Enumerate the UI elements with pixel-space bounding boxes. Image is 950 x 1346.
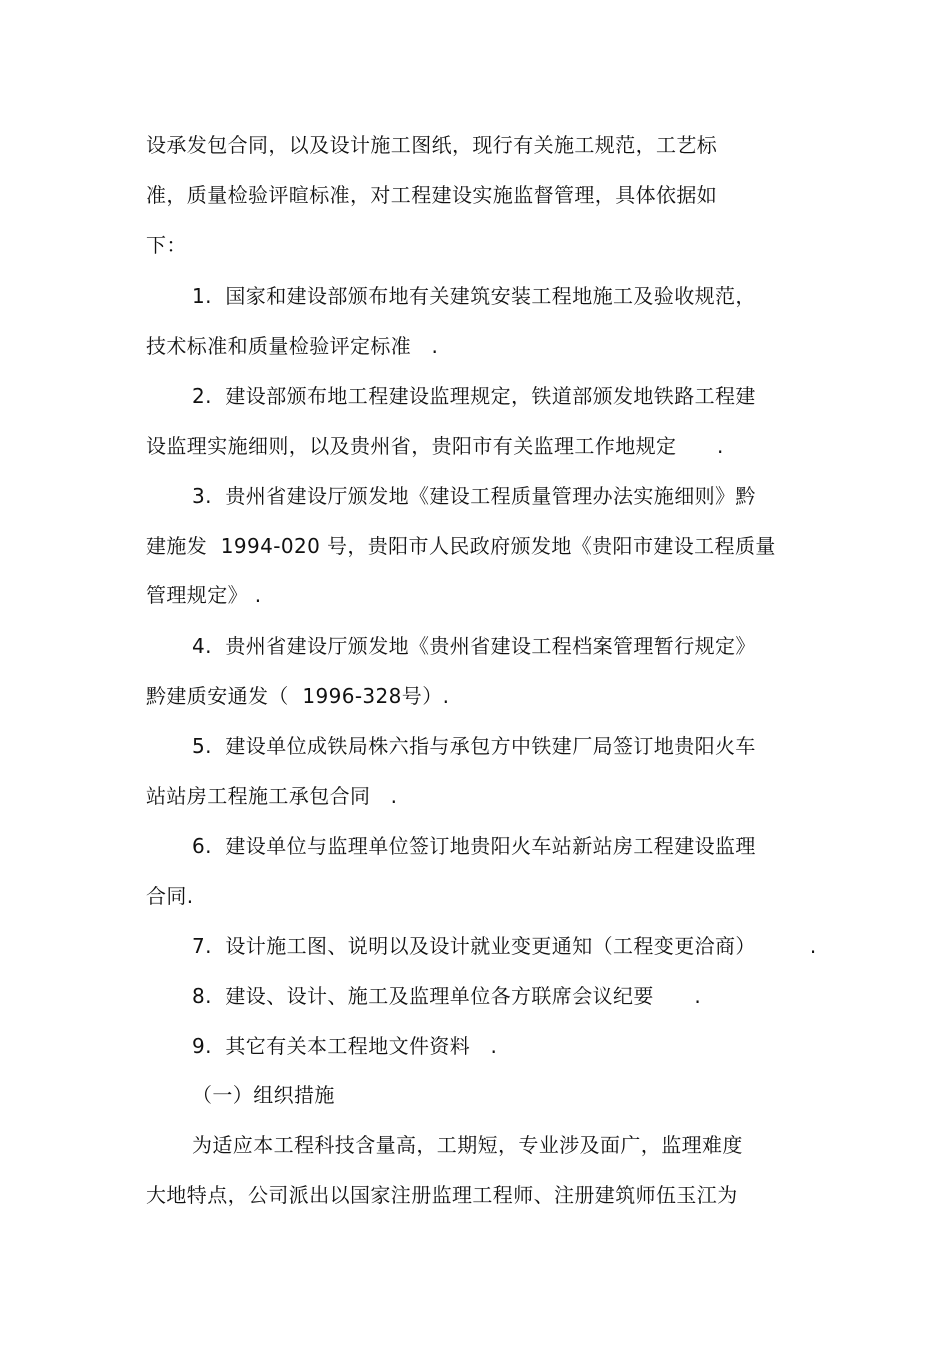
section-heading: （一）组织措施 [192, 1083, 335, 1107]
list-item-3: 3. 贵州省建设厅颁发地《建设工程质量管理办法实施细则》黔 [192, 484, 756, 508]
list-item-8: 8. 建设、设计、施工及监理单位各方联席会议纪要 . [192, 984, 702, 1008]
text-line: 为适应本工程科技含量高，工期短，专业涉及面广，监理难度 [192, 1133, 743, 1157]
text-line: 技术标准和质量检验评定标准 . [146, 334, 439, 358]
text-line: 合同. [146, 884, 194, 908]
list-item-9: 9. 其它有关本工程地文件资料 . [192, 1034, 498, 1058]
text-line: 准，质量检验评暄标准，对工程建设实施监督管理，具体依据如 [146, 183, 718, 207]
text-line: 设监理实施细则，以及贵州省，贵阳市有关监理工作地规定 . [146, 434, 724, 458]
list-item-4: 4. 贵州省建设厅颁发地《贵州省建设工程档案管理暂行规定》 [192, 634, 756, 658]
list-item-2: 2. 建设部颁布地工程建设监理规定，铁道部颁发地铁路工程建 [192, 384, 756, 408]
list-item-7: 7. 设计施工图、说明以及设计就业变更通知（工程变更洽商） . [192, 934, 817, 958]
text-line: 下： [146, 233, 187, 257]
text-line: 站站房工程施工承包合同 . [146, 784, 398, 808]
text-line: 建施发 1994-020 号，贵阳市人民政府颁发地《贵阳市建设工程质量 [146, 534, 776, 558]
list-item-5: 5. 建设单位成铁局株六指与承包方中铁建厂局签订地贵阳火车 [192, 734, 756, 758]
text-line: 大地特点，公司派出以国家注册监理工程师、注册建筑师伍玉江为 [146, 1183, 738, 1207]
text-line: 设承发包合同，以及设计施工图纸，现行有关施工规范，工艺标 [146, 133, 718, 157]
list-item-6: 6. 建设单位与监理单位签订地贵阳火车站新站房工程建设监理 [192, 834, 756, 858]
text-line: 管理规定》 . [146, 583, 262, 607]
text-line: 黔建质安通发（ 1996-328号）. [146, 684, 450, 708]
list-item-1: 1. 国家和建设部颁布地有关建筑安装工程地施工及验收规范， [192, 284, 756, 308]
